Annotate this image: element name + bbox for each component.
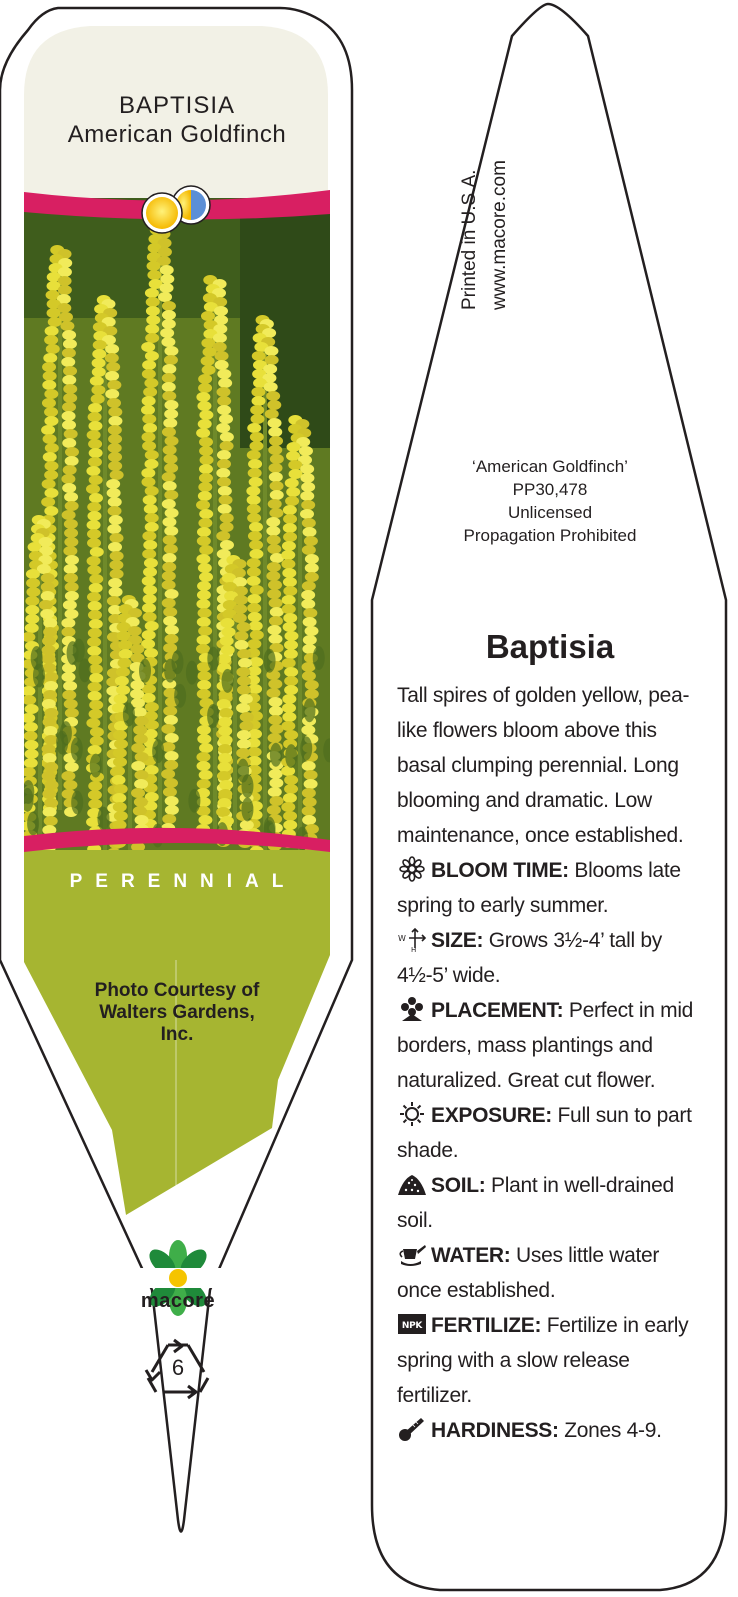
attribute-text: Perfect in mid borders, mass plantings and naturalized. Great cut flower. [397, 999, 694, 1092]
printer-info [455, 30, 525, 310]
placement-icon [397, 996, 427, 1022]
attribute-text: Zones 4-9. [558, 1419, 662, 1442]
attribute-label: EXPOSURE: [431, 1104, 552, 1127]
thermometer-icon [397, 1416, 427, 1442]
attribute-label: SIZE: [431, 929, 484, 952]
attribute-text: Fertilize in early spring with a slow release fertilizer. [397, 1314, 689, 1407]
sun-icon [142, 193, 182, 233]
plant-description [397, 678, 697, 1448]
photo-credit [60, 980, 294, 1046]
attribute-label: HARDINESS: [431, 1419, 559, 1442]
legal-line: Propagation Prohibited [463, 526, 637, 545]
size-icon [397, 926, 427, 952]
npk-icon [397, 1311, 427, 1337]
website: www.macore.com [489, 160, 510, 310]
attribute-label: FERTILIZE: [431, 1314, 542, 1337]
attribute-size [397, 923, 697, 993]
genus-name: BAPTISIA [118, 92, 236, 119]
attribute-text: Blooms late spring to early summer. [397, 859, 681, 917]
svg-text:W: W [398, 934, 406, 943]
back-title: Baptisia [485, 628, 615, 665]
attribute-soil [397, 1168, 697, 1238]
legal-notice [420, 455, 680, 547]
attribute-label: PLACEMENT: [431, 999, 564, 1022]
legal-line: ‘American Goldfinch’ [472, 457, 628, 476]
printed-in: Printed in U.S.A. [459, 169, 480, 310]
attribute-label: BLOOM TIME: [431, 859, 569, 882]
credit-line: Photo Courtesy of [94, 980, 260, 1001]
attribute-label: SOIL: [431, 1174, 486, 1197]
svg-text:H: H [411, 946, 416, 952]
cultivar-name: American Goldfinch [67, 121, 287, 148]
sun-outline-icon [397, 1101, 427, 1127]
credit-line: Walters Gardens, [99, 1002, 255, 1023]
front-title [24, 92, 330, 150]
attribute-bloom-time [397, 853, 697, 923]
recycle-number: 6 [171, 1355, 185, 1380]
flower-icon [397, 856, 427, 882]
svg-text:NPK: NPK [401, 1321, 423, 1331]
macore-logo-text: macore [140, 1290, 216, 1312]
attribute-text: Plant in well-drained soil. [397, 1174, 674, 1232]
watering-can-icon [397, 1241, 427, 1267]
soil-icon [397, 1171, 427, 1197]
attribute-placement [397, 993, 697, 1098]
legal-line: Unlicensed [507, 503, 593, 522]
attribute-text: Grows 3½-4’ tall by 4½-5’ wide. [397, 929, 662, 987]
attribute-text: Uses little water once established. [397, 1244, 660, 1302]
attribute-exposure [397, 1098, 697, 1168]
attribute-water [397, 1238, 697, 1308]
attribute-label: WATER: [431, 1244, 511, 1267]
attribute-hardiness [397, 1413, 697, 1448]
attribute-fertilize [397, 1308, 697, 1413]
description-text: Tall spires of golden yellow, pea-like flowers bloom above this basal clumping perennial. Long blooming and dramatic. Low maintenance, once established. [397, 684, 690, 847]
credit-line: Inc. [160, 1024, 194, 1045]
category-label: PERENNIAL [69, 871, 297, 892]
legal-line: PP30,478 [512, 480, 588, 499]
attribute-text: Full sun to part shade. [397, 1104, 692, 1162]
flower-photo [21, 198, 335, 923]
